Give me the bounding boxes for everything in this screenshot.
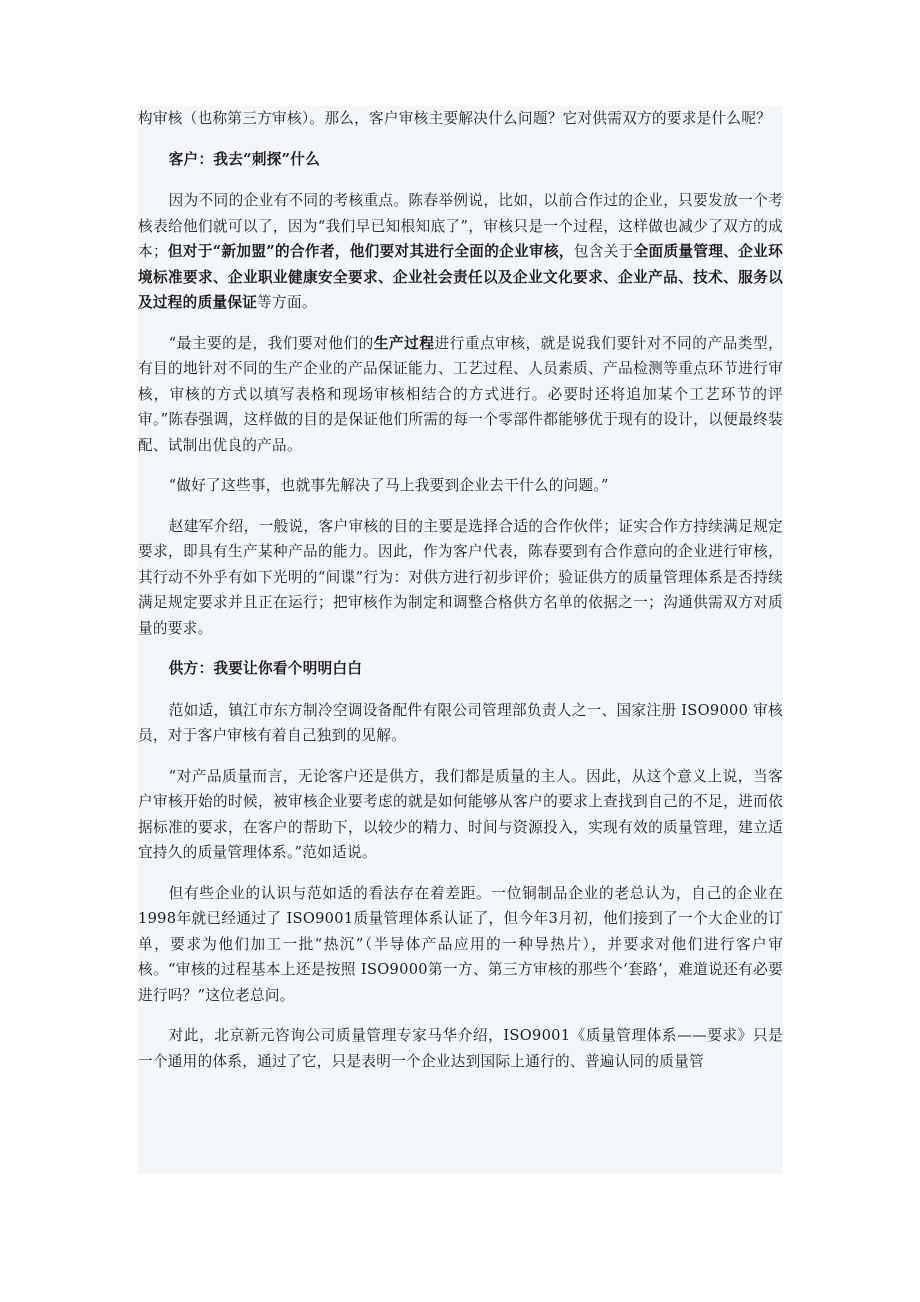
text-run: 范如适，镇江市东方制冷空调设备配件有限公司管理部负责人之一、国家注册 ISO9000 审核员，对于客户审核有着自己独到的见解。 [138, 701, 783, 744]
body-paragraph [138, 188, 783, 316]
text-run: “对产品质量而言，无论客户还是供方，我们都是质量的主人。因此，从这个意义上说，当客户审核开始的时候，被审核企业要考虑的就是如何能够从客户的要求上查找到自己的不足，进而依据标准的要求，在客户的帮助下，以较少的精力、时间与资源投入，实现有效的质量管理，建立适宜持久的质量管理体系。”范如适说。 [138, 767, 783, 861]
body-paragraph [138, 698, 783, 749]
bold-text: 但对于“新加盟”的合作者，他们要对其进行全面的企业审核， [167, 243, 574, 260]
section-heading [138, 147, 783, 173]
bold-text: 生产过程 [373, 334, 435, 352]
body-paragraph [138, 1023, 783, 1074]
body-paragraph [138, 331, 783, 459]
text-run: 构审核（也称第三方审核）。那么，客户审核主要解决什么问题？它对供需双方的要求是什么呢？ [138, 110, 772, 127]
bold-text: 供方：我要让你看个明明白白 [168, 660, 363, 677]
text-run: 但有些企业的认识与范如适的看法存在着差距。一位铜制品企业的老总认为，自己的企业在1998年就已经通过了 ISO9001质量管理体系认证了，但今年3月初，他们接到了一个大企业的订单，要求为他们加工一批“热沉”（半导体产品应用的一种导热片），并要求对他们进行客户审核。“审核的过程基本上还是按照 ISO9000第一方、第三方审核的那些个‘套路’，难道说还有必要进行吗？”这位老总问。 [138, 884, 783, 1004]
body-paragraph [138, 106, 783, 132]
body-paragraph [138, 514, 783, 642]
text-run: 对此，北京新元咨询公司质量管理专家马华介绍，ISO9001《质量管理体系——要求》只是一个通用的体系，通过了它，只是表明一个企业达到国际上通行的、普遍认同的质量管 [138, 1027, 783, 1070]
article-body [138, 106, 783, 1074]
text-run: “最主要的是，我们要对他们的 [168, 334, 374, 352]
text-run: 进行重点审核，就是说我们要针对不同的产品类型，有目的地针对不同的生产企业的产品保证能力、工艺过程、人员素质、产品检测等重点环节进行审核，审核的方式以填写表格和现场审核相结合的方式进行。必要时还将追加某个工艺环节的评审。”陈春强调，这样做的目的是保证他们所需的每一个零部件都能够优于现有的设计，以便最终装配、试制出优良的产品。 [138, 334, 784, 454]
body-paragraph [138, 473, 783, 499]
bold-text: 全面质量管理、企业环境标准要求、企业职业健康安全要求、企业社会责任以及企业文化要求、企业产品、技术、服务以及过程的质量保证 [138, 243, 783, 311]
text-run: 等方面。 [257, 294, 317, 311]
text-run: 包含关于 [573, 243, 634, 260]
text-run: 因为不同的企业有不同的考核重点。陈春举例说，比如，以前合作过的企业，只要发放一个考核表给他们就可以了，因为“我们早已知根知底了”，审核只是一个过程，这样做也减少了双方的成本； [138, 192, 783, 260]
section-heading [138, 656, 783, 682]
body-paragraph [138, 764, 783, 866]
text-run: “做好了这些事，也就事先解决了马上我要到企业去干什么的问题。” [168, 477, 609, 494]
text-run: 赵建军介绍，一般说，客户审核的目的主要是选择合适的合作伙伴；证实合作方持续满足规定要求，即具有生产某种产品的能力。因此，作为客户代表，陈春要到有合作意向的企业进行审核，其行动不外乎有如下光明的“间谍”行为：对供方进行初步评价；验证供方的质量管理体系是否持续满足规定要求并且正在运行；把审核作为制定和调整合格供方名单的依据之一；沟通供需双方对质量的要求。 [138, 517, 783, 637]
document-page [138, 106, 783, 1174]
bold-text: 客户：我去“刺探”什么 [168, 150, 321, 168]
body-paragraph [138, 881, 783, 1009]
